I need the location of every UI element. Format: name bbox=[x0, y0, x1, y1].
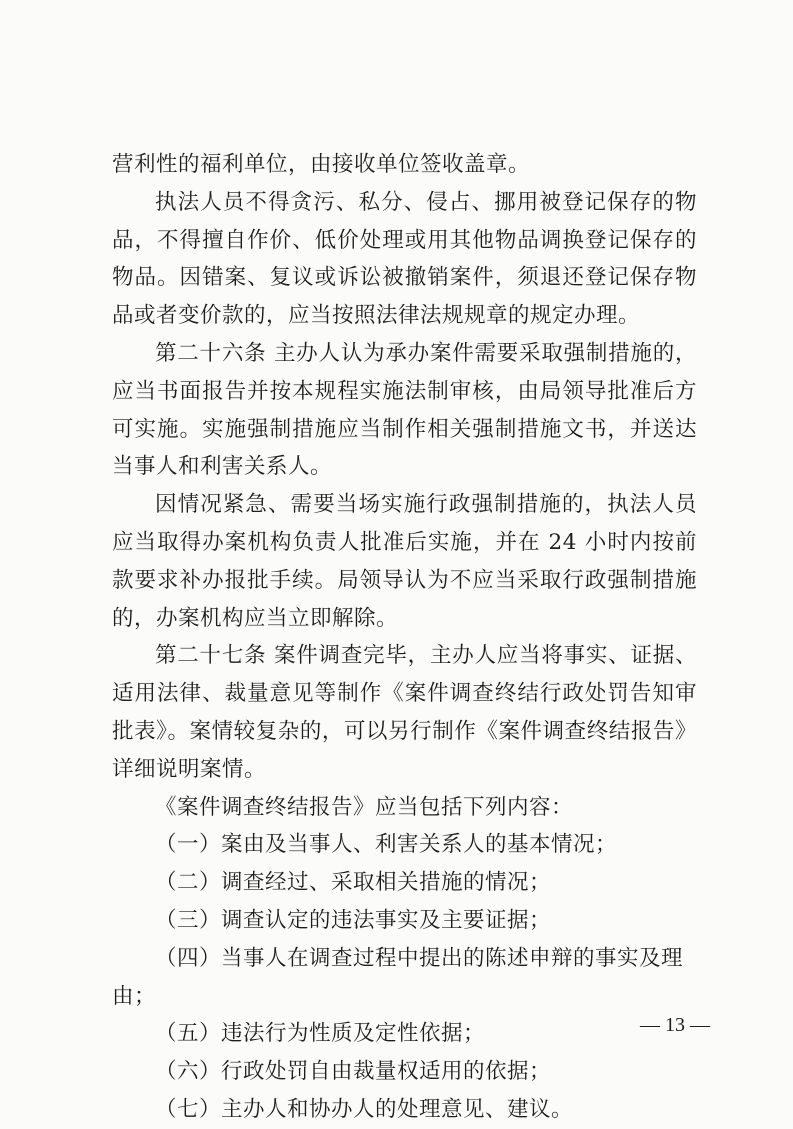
list-item: （六）行政处罚自由裁量权适用的依据； bbox=[155, 1059, 552, 1085]
paragraph-custody-rules: 执法人员不得贪污、私分、侵占、挪用被登记保存的物品，不得擅自作价、低价处理或用其他物品调换登记保存的物品。因错案、复议或诉讼被撤销案件，须退还登记保存物品或者变价款的，应当按照法律法规规章的规定办理。 bbox=[112, 189, 697, 329]
list-item: （三）调查认定的违法事实及主要证据； bbox=[155, 907, 552, 933]
paragraph-article-26: 第二十六条 主办人认为承办案件需要采取强制措施的，应当书面报告并按本规程实施法制审核，由局领导批准后方可实施。实施强制措施应当制作相关强制措施文书，并送达当事人和利害关系人。 bbox=[112, 340, 697, 480]
list-item: （五）违法行为性质及定性依据； bbox=[155, 1021, 486, 1047]
list-item: （七）主办人和协办人的处理意见、建议。 bbox=[155, 1096, 574, 1122]
body-text bbox=[112, 146, 697, 1129]
paragraph-article-27: 第二十七条 案件调查完毕，主办人应当将事实、证据、适用法律、裁量意见等制作《案件调查终结行政处罚告知审批表》。案情较复杂的，可以另行制作《案件调查终结报告》详细说明案情。 bbox=[112, 643, 697, 782]
paragraph-emergency-measures: 因情况紧急、需要当场实施行政强制措施的，执法人员应当取得办案机构负责人批准后实施，并在 24 小时内按前款要求补办报批手续。局领导认为不应当采取行政强制措施的，办案机构应当立即解除。 bbox=[112, 492, 697, 631]
list-item: （二）调查经过、采取相关措施的情况； bbox=[155, 870, 552, 896]
list-item: （四）当事人在调查过程中提出的陈述申辩的事实及理由； bbox=[112, 945, 684, 1009]
paragraph-report-contents-intro: 《案件调查终结报告》应当包括下列内容： bbox=[155, 794, 574, 820]
list-item: （一）案由及当事人、利害关系人的基本情况； bbox=[155, 832, 618, 858]
paragraph-continuation: 营利性的福利单位，由接收单位签收盖章。 bbox=[112, 152, 531, 177]
page-number: — 13 — bbox=[640, 1014, 710, 1036]
